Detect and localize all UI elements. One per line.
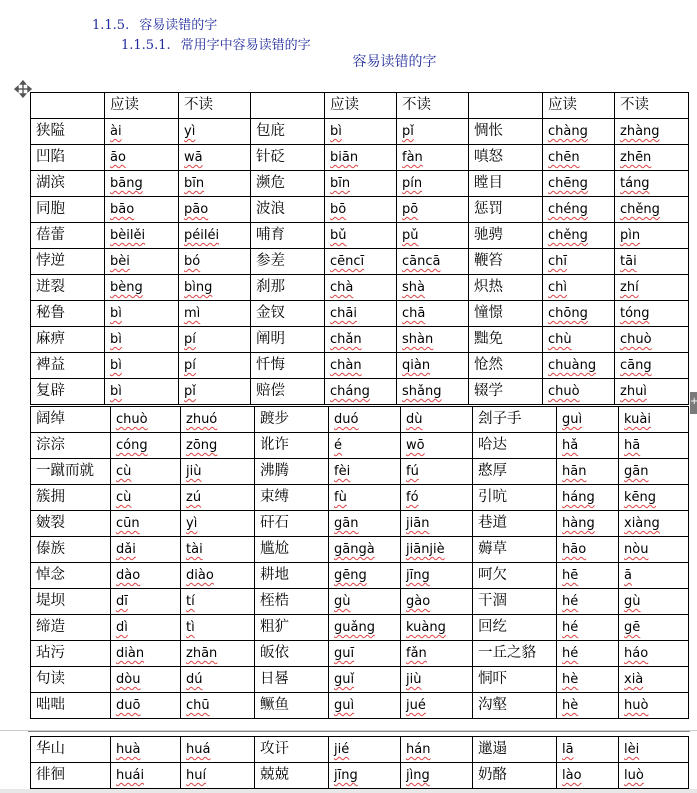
header-cell[interactable]: 应读 <box>543 93 615 119</box>
table-row <box>31 327 689 353</box>
cell-correct-reading[interactable]: chà <box>325 275 397 301</box>
cell-wrong-reading[interactable]: xià <box>619 667 689 693</box>
cell-word[interactable]: 尴尬 <box>255 537 329 563</box>
cell-word[interactable]: 包庇 <box>251 119 325 145</box>
cell-correct-reading[interactable]: chēng <box>543 171 615 197</box>
cell-correct-reading[interactable]: chuò <box>543 379 615 405</box>
header-cell[interactable] <box>469 93 543 119</box>
cell-wrong-reading[interactable]: pāo <box>179 197 251 223</box>
cell-correct-reading[interactable]: gēng <box>329 563 401 589</box>
cell-wrong-reading[interactable]: jiānjiè <box>401 537 473 563</box>
cell-correct-reading[interactable]: chāi <box>325 301 397 327</box>
cell-wrong-reading[interactable]: huá <box>181 737 255 763</box>
cell-wrong-reading[interactable]: jiù <box>401 667 473 693</box>
cell-word[interactable]: 鳜鱼 <box>255 693 329 719</box>
cell-wrong-reading[interactable]: kuài <box>619 407 689 433</box>
cell-correct-reading[interactable]: jīng <box>329 763 401 789</box>
cell-word[interactable]: 簇拥 <box>31 485 111 511</box>
table-row <box>31 407 689 433</box>
cell-wrong-reading[interactable]: hā <box>619 433 689 459</box>
cell-word[interactable]: 恫吓 <box>473 667 557 693</box>
cell-wrong-reading[interactable]: hán <box>401 737 473 763</box>
cell-correct-reading[interactable]: bì <box>325 119 397 145</box>
cell-correct-reading[interactable]: chéng <box>543 197 615 223</box>
cell-wrong-reading[interactable]: lèi <box>619 737 689 763</box>
cell-word[interactable]: 怆然 <box>469 353 543 379</box>
cell-word[interactable]: 针砭 <box>251 145 325 171</box>
cell-correct-reading[interactable]: hé <box>557 615 619 641</box>
cell-word[interactable]: 惩罚 <box>469 197 543 223</box>
cell-wrong-reading[interactable]: shàn <box>397 327 469 353</box>
table-header-row <box>31 93 689 119</box>
table-row <box>31 667 689 693</box>
page-separator <box>28 731 690 732</box>
table-row <box>31 537 689 563</box>
cell-correct-reading[interactable]: guǎng <box>329 615 401 641</box>
cell-wrong-reading[interactable]: fǎn <box>401 641 473 667</box>
cell-wrong-reading[interactable]: zhuì <box>615 379 689 405</box>
cell-wrong-reading[interactable]: tí <box>181 589 255 615</box>
cell-word[interactable]: 兢兢 <box>255 763 329 789</box>
cell-word[interactable]: 刹那 <box>251 275 325 301</box>
cell-wrong-reading[interactable]: háo <box>619 641 689 667</box>
cell-correct-reading[interactable]: dòu <box>111 667 181 693</box>
cell-wrong-reading[interactable]: cāncā <box>397 249 469 275</box>
table-row <box>31 379 689 405</box>
cell-correct-reading[interactable]: háng <box>557 485 619 511</box>
cell-wrong-reading[interactable]: jiān <box>401 511 473 537</box>
cell-wrong-reading[interactable]: bó <box>179 249 251 275</box>
cell-word[interactable]: 蓓蕾 <box>31 223 105 249</box>
cell-wrong-reading[interactable]: pǐ <box>397 119 469 145</box>
cell-word[interactable]: 悖逆 <box>31 249 105 275</box>
cell-word[interactable]: 徘徊 <box>31 763 111 789</box>
table-row <box>31 511 689 537</box>
cell-word[interactable]: 裨益 <box>31 353 105 379</box>
cell-wrong-reading[interactable]: pí <box>179 353 251 379</box>
cell-wrong-reading[interactable]: jiù <box>181 459 255 485</box>
cell-wrong-reading[interactable]: wā <box>179 145 251 171</box>
cell-correct-reading[interactable]: bǔ <box>325 223 397 249</box>
cell-correct-reading[interactable]: chàn <box>325 353 397 379</box>
cell-word[interactable]: 攻讦 <box>255 737 329 763</box>
cell-wrong-reading[interactable]: kuàng <box>401 615 473 641</box>
cell-word[interactable]: 秘鲁 <box>31 301 105 327</box>
table-row <box>31 485 689 511</box>
cell-word[interactable]: 濒危 <box>251 171 325 197</box>
cell-word[interactable]: 黜免 <box>469 327 543 353</box>
cell-word[interactable]: 皴裂 <box>31 511 111 537</box>
cell-word[interactable]: 狭隘 <box>31 119 105 145</box>
heading-number: 1.1.5. <box>92 18 130 33</box>
cell-correct-reading[interactable]: chì <box>543 275 615 301</box>
cell-wrong-reading[interactable]: gē <box>619 615 689 641</box>
cell-correct-reading[interactable]: āo <box>105 145 179 171</box>
cell-wrong-reading[interactable]: zhuó <box>181 407 255 433</box>
header-cell[interactable]: 应读 <box>105 93 179 119</box>
cell-wrong-reading[interactable]: chuò <box>615 327 689 353</box>
cell-correct-reading[interactable]: bèilěi <box>105 223 179 249</box>
cell-correct-reading[interactable]: cù <box>111 459 181 485</box>
cell-wrong-reading[interactable]: táng <box>615 171 689 197</box>
cell-wrong-reading[interactable]: qiàn <box>397 353 469 379</box>
cell-word[interactable]: 参差 <box>251 249 325 275</box>
cell-correct-reading[interactable]: huái <box>111 763 181 789</box>
header-cell[interactable] <box>251 93 325 119</box>
cell-word[interactable]: 麻痹 <box>31 327 105 353</box>
cell-correct-reading[interactable]: hǎ <box>557 433 619 459</box>
cell-wrong-reading[interactable]: tāi <box>615 249 689 275</box>
cell-word[interactable]: 炽热 <box>469 275 543 301</box>
cell-word[interactable]: 赔偿 <box>251 379 325 405</box>
cell-wrong-reading[interactable]: zhān <box>181 641 255 667</box>
table-row <box>31 737 689 763</box>
table-row <box>31 223 689 249</box>
cell-correct-reading[interactable]: bì <box>105 379 179 405</box>
cell-correct-reading[interactable]: lā <box>557 737 619 763</box>
cell-correct-reading[interactable]: bì <box>105 353 179 379</box>
cell-wrong-reading[interactable]: pí <box>179 327 251 353</box>
cell-word[interactable]: 引吭 <box>473 485 557 511</box>
table-title: 容易读错的字 <box>352 54 437 70</box>
cell-word[interactable]: 干涸 <box>473 589 557 615</box>
cell-wrong-reading[interactable]: huò <box>619 693 689 719</box>
cell-word[interactable]: 阐明 <box>251 327 325 353</box>
header-cell[interactable]: 应读 <box>325 93 397 119</box>
cell-wrong-reading[interactable]: mì <box>179 301 251 327</box>
cell-correct-reading[interactable]: chàng <box>543 119 615 145</box>
cell-wrong-reading[interactable]: zú <box>181 485 255 511</box>
cell-correct-reading[interactable]: hè <box>557 667 619 693</box>
cell-wrong-reading[interactable]: jìng <box>401 763 473 789</box>
cell-correct-reading[interactable]: duō <box>111 693 181 719</box>
cell-word[interactable]: 憧憬 <box>469 301 543 327</box>
cell-word[interactable]: 傣族 <box>31 537 111 563</box>
cell-word[interactable]: 句读 <box>31 667 111 693</box>
cell-correct-reading[interactable]: chī <box>543 249 615 275</box>
cell-wrong-reading[interactable]: nòu <box>619 537 689 563</box>
table-row <box>31 353 689 379</box>
cell-wrong-reading[interactable]: pǔ <box>397 223 469 249</box>
cell-wrong-reading[interactable]: pìn <box>615 223 689 249</box>
cell-correct-reading[interactable]: bīn <box>325 171 397 197</box>
cell-wrong-reading[interactable]: zhàng <box>615 119 689 145</box>
header-cell[interactable]: 不读 <box>615 93 689 119</box>
cell-correct-reading[interactable]: hè <box>557 693 619 719</box>
cell-correct-reading[interactable]: gāngà <box>329 537 401 563</box>
cell-word[interactable]: 哺育 <box>251 223 325 249</box>
cell-word[interactable]: 波浪 <box>251 197 325 223</box>
cell-word[interactable]: 缔造 <box>31 615 111 641</box>
cell-correct-reading[interactable]: chù <box>543 327 615 353</box>
cell-word[interactable]: 讹诈 <box>255 433 329 459</box>
cell-wrong-reading[interactable]: zōng <box>181 433 255 459</box>
cell-correct-reading[interactable]: diàn <box>111 641 181 667</box>
cell-wrong-reading[interactable]: bīn <box>179 171 251 197</box>
cell-correct-reading[interactable]: guì <box>557 407 619 433</box>
cell-correct-reading[interactable]: chōng <box>543 301 615 327</box>
cell-wrong-reading[interactable]: chā <box>397 301 469 327</box>
cell-word[interactable]: 憨厚 <box>473 459 557 485</box>
cell-correct-reading[interactable]: biān <box>325 145 397 171</box>
cell-word[interactable]: 耕地 <box>255 563 329 589</box>
cell-word[interactable]: 阔绰 <box>31 407 111 433</box>
cell-word[interactable]: 惆怅 <box>469 119 543 145</box>
header-cell[interactable]: 不读 <box>397 93 469 119</box>
cell-wrong-reading[interactable]: xiàng <box>619 511 689 537</box>
cell-word[interactable]: 呵欠 <box>473 563 557 589</box>
cell-wrong-reading[interactable]: dú <box>181 667 255 693</box>
cell-word[interactable]: 奶酪 <box>473 763 557 789</box>
cell-wrong-reading[interactable]: diào <box>181 563 255 589</box>
cell-correct-reading[interactable]: chěng <box>543 223 615 249</box>
cell-correct-reading[interactable]: bāng <box>105 171 179 197</box>
table-row <box>31 119 689 145</box>
cell-wrong-reading[interactable]: fú <box>401 459 473 485</box>
cell-wrong-reading[interactable]: shǎng <box>397 379 469 405</box>
cell-word[interactable]: 踱步 <box>255 407 329 433</box>
cell-correct-reading[interactable]: bèi <box>105 249 179 275</box>
cell-correct-reading[interactable]: dǎi <box>111 537 181 563</box>
cell-correct-reading[interactable]: cūn <box>111 511 181 537</box>
table-row <box>31 641 689 667</box>
heading-text: 常用字中容易读错的字 <box>180 38 311 53</box>
cell-wrong-reading[interactable]: gān <box>619 459 689 485</box>
cell-wrong-reading[interactable]: péiléi <box>179 223 251 249</box>
cell-wrong-reading[interactable]: fàn <box>397 145 469 171</box>
cell-word[interactable]: 迸裂 <box>31 275 105 301</box>
table-row <box>31 301 689 327</box>
pronunciation-table-part-3 <box>30 736 689 789</box>
cell-wrong-reading[interactable]: chěng <box>615 197 689 223</box>
cell-word[interactable]: 粗犷 <box>255 615 329 641</box>
cell-word[interactable]: 一丘之貉 <box>473 641 557 667</box>
cell-word[interactable]: 咄咄 <box>31 693 111 719</box>
status-bar-edge <box>0 789 697 793</box>
cell-word[interactable]: 嗔怒 <box>469 145 543 171</box>
cell-word[interactable]: 驰骋 <box>469 223 543 249</box>
cell-wrong-reading[interactable]: jué <box>401 693 473 719</box>
pronunciation-table-part-2 <box>30 406 689 719</box>
cell-correct-reading[interactable]: hāo <box>557 537 619 563</box>
cell-wrong-reading[interactable]: yì <box>181 511 255 537</box>
cell-correct-reading[interactable]: dī <box>111 589 181 615</box>
cell-correct-reading[interactable]: bō <box>325 197 397 223</box>
cell-wrong-reading[interactable]: tài <box>181 537 255 563</box>
cell-correct-reading[interactable]: chuò <box>111 407 181 433</box>
cell-word[interactable]: 凹陷 <box>31 145 105 171</box>
heading-1-1-5 <box>92 14 217 33</box>
cell-word[interactable]: 华山 <box>31 737 111 763</box>
cell-correct-reading[interactable]: cháng <box>325 379 397 405</box>
table-row <box>31 145 689 171</box>
cell-word[interactable]: 刽子手 <box>473 407 557 433</box>
cell-correct-reading[interactable]: lào <box>557 763 619 789</box>
cell-correct-reading[interactable]: hàng <box>557 511 619 537</box>
cell-word[interactable]: 复辟 <box>31 379 105 405</box>
cell-wrong-reading[interactable]: huí <box>181 763 255 789</box>
cell-correct-reading[interactable]: bāo <box>105 197 179 223</box>
cell-correct-reading[interactable]: guī <box>329 641 401 667</box>
cell-correct-reading[interactable]: guǐ <box>329 667 401 693</box>
cell-word[interactable]: 鞭笞 <box>469 249 543 275</box>
cell-word[interactable]: 淙淙 <box>31 433 111 459</box>
table-row <box>31 197 689 223</box>
cell-correct-reading[interactable]: bì <box>105 327 179 353</box>
cell-correct-reading[interactable]: dào <box>111 563 181 589</box>
cell-word[interactable]: 薅草 <box>473 537 557 563</box>
header-cell[interactable] <box>31 93 105 119</box>
table-row <box>31 763 689 789</box>
cell-word[interactable]: 辍学 <box>469 379 543 405</box>
table-row <box>31 433 689 459</box>
cell-word[interactable]: 皈依 <box>255 641 329 667</box>
table-row <box>31 589 689 615</box>
header-cell[interactable]: 不读 <box>179 93 251 119</box>
cell-word[interactable]: 堤坝 <box>31 589 111 615</box>
cell-wrong-reading[interactable]: kēng <box>619 485 689 511</box>
cell-correct-reading[interactable]: fèi <box>329 459 401 485</box>
cell-word[interactable]: 金钗 <box>251 301 325 327</box>
cell-correct-reading[interactable]: chēn <box>543 145 615 171</box>
cell-correct-reading[interactable]: cóng <box>111 433 181 459</box>
cell-word[interactable]: 矸石 <box>255 511 329 537</box>
cell-wrong-reading[interactable]: tì <box>181 615 255 641</box>
cell-correct-reading[interactable]: gù <box>329 589 401 615</box>
cell-word[interactable]: 桎梏 <box>255 589 329 615</box>
cell-correct-reading[interactable]: bì <box>105 301 179 327</box>
cell-word[interactable]: 一蹴而就 <box>31 459 111 485</box>
table-row <box>31 275 689 301</box>
cell-word[interactable]: 同胞 <box>31 197 105 223</box>
table-row <box>31 171 689 197</box>
cell-word[interactable]: 湖滨 <box>31 171 105 197</box>
cell-word[interactable]: 悼念 <box>31 563 111 589</box>
cell-wrong-reading[interactable]: yì <box>179 119 251 145</box>
cell-wrong-reading[interactable]: tóng <box>615 301 689 327</box>
cell-word[interactable]: 瞠目 <box>469 171 543 197</box>
heading-number: 1.1.5.1. <box>121 38 171 53</box>
cell-correct-reading[interactable]: jié <box>329 737 401 763</box>
cell-word[interactable]: 沟壑 <box>473 693 557 719</box>
cell-correct-reading[interactable]: cù <box>111 485 181 511</box>
table-row <box>31 459 689 485</box>
cell-wrong-reading[interactable]: cāng <box>615 353 689 379</box>
cell-word[interactable]: 沸腾 <box>255 459 329 485</box>
cell-correct-reading[interactable]: duó <box>329 407 401 433</box>
cell-correct-reading[interactable]: chuàng <box>543 353 615 379</box>
cell-wrong-reading[interactable]: wō <box>401 433 473 459</box>
cell-wrong-reading[interactable]: zhēn <box>615 145 689 171</box>
cell-wrong-reading[interactable]: gù <box>619 589 689 615</box>
cell-wrong-reading[interactable]: shà <box>397 275 469 301</box>
cell-wrong-reading[interactable]: gào <box>401 589 473 615</box>
cell-correct-reading[interactable]: ài <box>105 119 179 145</box>
cell-correct-reading[interactable]: bèng <box>105 275 179 301</box>
cell-correct-reading[interactable]: guì <box>329 693 401 719</box>
cell-word[interactable]: 玷污 <box>31 641 111 667</box>
cell-wrong-reading[interactable]: pō <box>397 197 469 223</box>
cell-correct-reading[interactable]: é <box>329 433 401 459</box>
cell-correct-reading[interactable]: dì <box>111 615 181 641</box>
cell-word[interactable]: 邋遢 <box>473 737 557 763</box>
cell-wrong-reading[interactable]: luò <box>619 763 689 789</box>
cell-word[interactable]: 回纥 <box>473 615 557 641</box>
cell-word[interactable]: 忏悔 <box>251 353 325 379</box>
cell-word[interactable]: 哈达 <box>473 433 557 459</box>
table-row <box>31 563 689 589</box>
add-column-handle-icon[interactable] <box>690 392 697 414</box>
pronunciation-table-part-1 <box>30 92 689 405</box>
cell-wrong-reading[interactable]: pín <box>397 171 469 197</box>
table-row <box>31 693 689 719</box>
cell-wrong-reading[interactable]: bìng <box>179 275 251 301</box>
cell-correct-reading[interactable]: huà <box>111 737 181 763</box>
cell-wrong-reading[interactable]: ā <box>619 563 689 589</box>
cell-correct-reading[interactable]: hé <box>557 589 619 615</box>
cell-correct-reading[interactable]: hān <box>557 459 619 485</box>
cell-wrong-reading[interactable]: zhí <box>615 275 689 301</box>
cell-correct-reading[interactable]: cēncī <box>325 249 397 275</box>
cell-word[interactable]: 巷道 <box>473 511 557 537</box>
cell-wrong-reading[interactable]: chū <box>181 693 255 719</box>
table-row <box>31 615 689 641</box>
heading-text: 容易读错的字 <box>139 18 218 33</box>
cell-correct-reading[interactable]: hé <box>557 641 619 667</box>
cell-correct-reading[interactable]: gān <box>329 511 401 537</box>
cell-word[interactable]: 日晷 <box>255 667 329 693</box>
cell-correct-reading[interactable]: chǎn <box>325 327 397 353</box>
cell-wrong-reading[interactable]: jīng <box>401 563 473 589</box>
cell-wrong-reading[interactable]: dù <box>401 407 473 433</box>
cell-wrong-reading[interactable]: fó <box>401 485 473 511</box>
cell-wrong-reading[interactable]: pǐ <box>179 379 251 405</box>
cell-word[interactable]: 束缚 <box>255 485 329 511</box>
table-row <box>31 249 689 275</box>
cell-correct-reading[interactable]: hē <box>557 563 619 589</box>
cell-correct-reading[interactable]: fù <box>329 485 401 511</box>
